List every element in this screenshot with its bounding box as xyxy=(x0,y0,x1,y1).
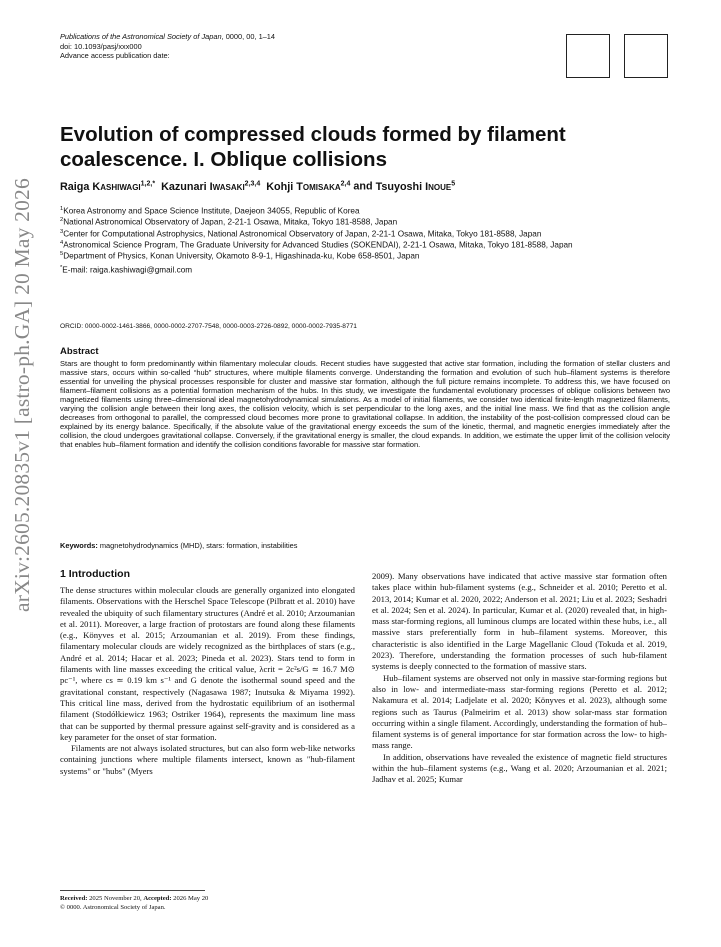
body-column-right xyxy=(372,571,667,786)
body-column-left xyxy=(60,585,355,777)
email-line[interactable]: *E-mail: raiga.kashiwagi@gmail.com xyxy=(60,264,193,275)
footer xyxy=(60,894,208,912)
paper-title: Evolution of compressed clouds formed by filament coalescence. I. Oblique collisions xyxy=(60,123,566,171)
arxiv-identifier[interactable]: arXiv:2605.20835v1 [astro-ph.GA] 20 May 2026 xyxy=(10,178,34,612)
affiliation-item: $^1$Korea Astronomy and Space Science Institute, Daejeon 34055, Republic of Korea xyxy=(60,206,360,216)
paragraph: 2009). Many observations have indicated that active massive star formation often takes place within hub-filament systems (e.g., Schneider et al. 2010; Peretto et al. 2013, 2014; Kumar et al. 2020, 2022; Anderson et al. 2021; Liu et al. 2023; Seshadri et al. 2024; Sen et al. 2024). In particular, Kumar et al. (2020) revealed that, in high-mass star-forming regions, all luminous clumps are located within these hubs, i.e., all massive stars preferentially form in hub–filament systems. Moreover, this characteristic is also identified in the Large Magellanic Cloud (Tokuda et al. 2019, 2023). Therefore, understanding the formation processes of such hub-filament systems is deeply connected to the formation of massive stars. xyxy=(372,571,667,672)
advance-access-line: Advance access publication date: xyxy=(60,51,170,61)
paragraph: Filaments are not always isolated structures, but can also form web-like networks containing junctions where multiple filaments intersect, known as "hub-filament systems" or "hubs" (Myers xyxy=(60,743,355,776)
copyright-line: © 0000. Astronomical Society of Japan. xyxy=(60,904,166,911)
paragraph: The dense structures within molecular clouds are generally organized into elongated filaments. Observations with the Herschel Space Telescope (Pilbratt et al. 2010) have revealed the ubiquity of such filamentary structures (André et al. 2010; Arzoumanian et al. 2011). Moreover, a large fraction of protostars are found along these filaments (e.g., Könyves et al. 2015; Arzoumanian et al. 2019). From these findings, filamentary molecular clouds are widely recognized as the birthplaces of stars (e.g., André et al. 2014; Hacar et al. 2023; Pineda et al. 2023). Stars tend to form in filaments with line masses exceeding the critical value, λcrit = 2c²s/G ≃ 16.7 M⊙ pc⁻¹, where cs ≃ 0.19 km s⁻¹ and G denote the isothermal sound speed and the gravitational constant, respectively (Nagasawa 1987; Inutsuka & Miyama 1992). This critical line mass, derived from the hydrostatic equilibrium of an isothermal filament (Stodółkiewicz 1963; Ostriker 1964), represents the maximum line mass that can be supported by thermal pressure against self-gravity and is considered as a key parameter for the onset of star formation. xyxy=(60,585,355,742)
author: Kazunari Iwasaki$^{2,3,4}$ xyxy=(161,180,261,193)
author: Kohji Tomisaka$^{2,4}$ xyxy=(266,180,351,193)
doi-line[interactable]: doi: 10.1093/pasj/xxx000 xyxy=(60,41,142,51)
author-list: Raiga Kashiwagi$^{1,2,*}$ Kazunari Iwasaki$^{2,3,4}$ Kohji Tomisaka$^{2,4}$ and Tsuyoshi Inoue$^5$ xyxy=(60,180,456,193)
journal-logo-box-right xyxy=(624,34,668,78)
abstract-heading: Abstract xyxy=(60,346,99,357)
affiliations xyxy=(60,205,670,275)
paragraph: In addition, observations have revealed the existence of magnetic field structures within the hub–filament systems (e.g., Wang et al. 2020; Arzoumanian et al. 2021; Jadhav et al. 2025; Kumar xyxy=(372,751,667,785)
journal-volume: , 0000, 00, 1–14 xyxy=(221,32,276,41)
journal-logo-box-left xyxy=(566,34,610,78)
keywords-line: Keywords: magnetohydrodynamics (MHD), stars: formation, instabilities xyxy=(60,541,298,550)
journal-name: Publications of the Astronomical Society of Japan xyxy=(60,32,222,41)
section-heading: 1 Introduction xyxy=(60,568,130,580)
dates-line: Received: 2025 November 20, Accepted: 2026 May 20 xyxy=(60,895,209,902)
affiliation-item: $^3$Center for Computational Astrophysics, National Astronomical Observatory of Japan, 2-21-1 Osawa, Mitaka, Tokyo 181-8588, Japan xyxy=(60,228,542,239)
orcid-line[interactable]: ORCID: 0000-0002-1461-3866, 0000-0002-2707-7548, 0000-0003-2726-0892, 0000-0002-7935-8771 xyxy=(60,323,357,330)
affiliation-item: $^5$Department of Physics, Konan University, Okamoto 8-9-1, Higashinada-ku, Kobe 658-8501, Japan xyxy=(60,251,420,262)
paragraph: Hub–filament systems are observed not only in massive star-forming regions but also in low- and intermediate-mass star-forming regions (Peretto et al. 2012; Nakamura et al. 2014; Ladjelate et al. 2020; Könyves et al. 2023), although some regions such as Taurus (Palmeirim et al. 2013) show solar-mass star formation occurring within a single filament. Accordingly, understanding the formation of hub–filament systems is of general importance for star formation across the low- to high-mass range. xyxy=(372,672,667,751)
author: Tsuyoshi Inoue$^5$ xyxy=(375,180,456,193)
affiliation-item: $^4$Astronomical Science Program, The Graduate University for Advanced Studies (SOKENDAI), 2-21-1 Osawa, Mitaka, Tokyo 181-8588, Japan xyxy=(60,239,573,250)
journal-header xyxy=(60,32,530,61)
footer-divider xyxy=(60,890,205,891)
author: Raiga Kashiwagi$^{1,2,*}$ xyxy=(60,180,156,193)
affiliation-item: $^2$National Astronomical Observatory of Japan, 2-21-1 Osawa, Mitaka, Tokyo 181-8588, Japan xyxy=(60,217,398,228)
abstract-text: Stars are thought to form predominantly within filamentary molecular clouds. Recent studies have suggested that active star formation, including the formation of stellar clusters and massive stars, occurs within so-called “hub” structures, where multiple filaments converge. Understanding the formation and evolution of such hub–filament systems is therefore essential for unveiling the physical processes responsible for cluster and massive star formation, although the full picture remains incomplete. To address this, we have focused on filament–filament collisions as a potential formation mechanism of the hubs. In this study, we investigate the fundamental evolutionary processes of oblique collisions between two magnetized filaments using three–dimensional ideal magnetohydrodynamical simulations. As a model of initial filaments, we consider two identical finite-length magnetized filaments, varying the collision angle between their long axes, the collision velocity, which is set perpendicular to the long axes, and the initial line mass. We find that as the collision angle decreases from orthogonal to parallel, the compressed cloud becomes more prone to gravitational collapse. In addition, the instability of the post-collision compressed cloud can be explained by its energy balance. Specifically, if the absolute value of the gravitational energy exceeds the sum of the kinetic, thermal, and magnetic energies immediately after the collision, the cloud undergoes gravitational collapse. Conversely, if the gravitational energy is smaller, the cloud expands. In addition, we estimate the upper limit of the collision velocity that enables hub–filament formation and identify the collision conditions favorable for massive star formation. xyxy=(60,359,670,449)
